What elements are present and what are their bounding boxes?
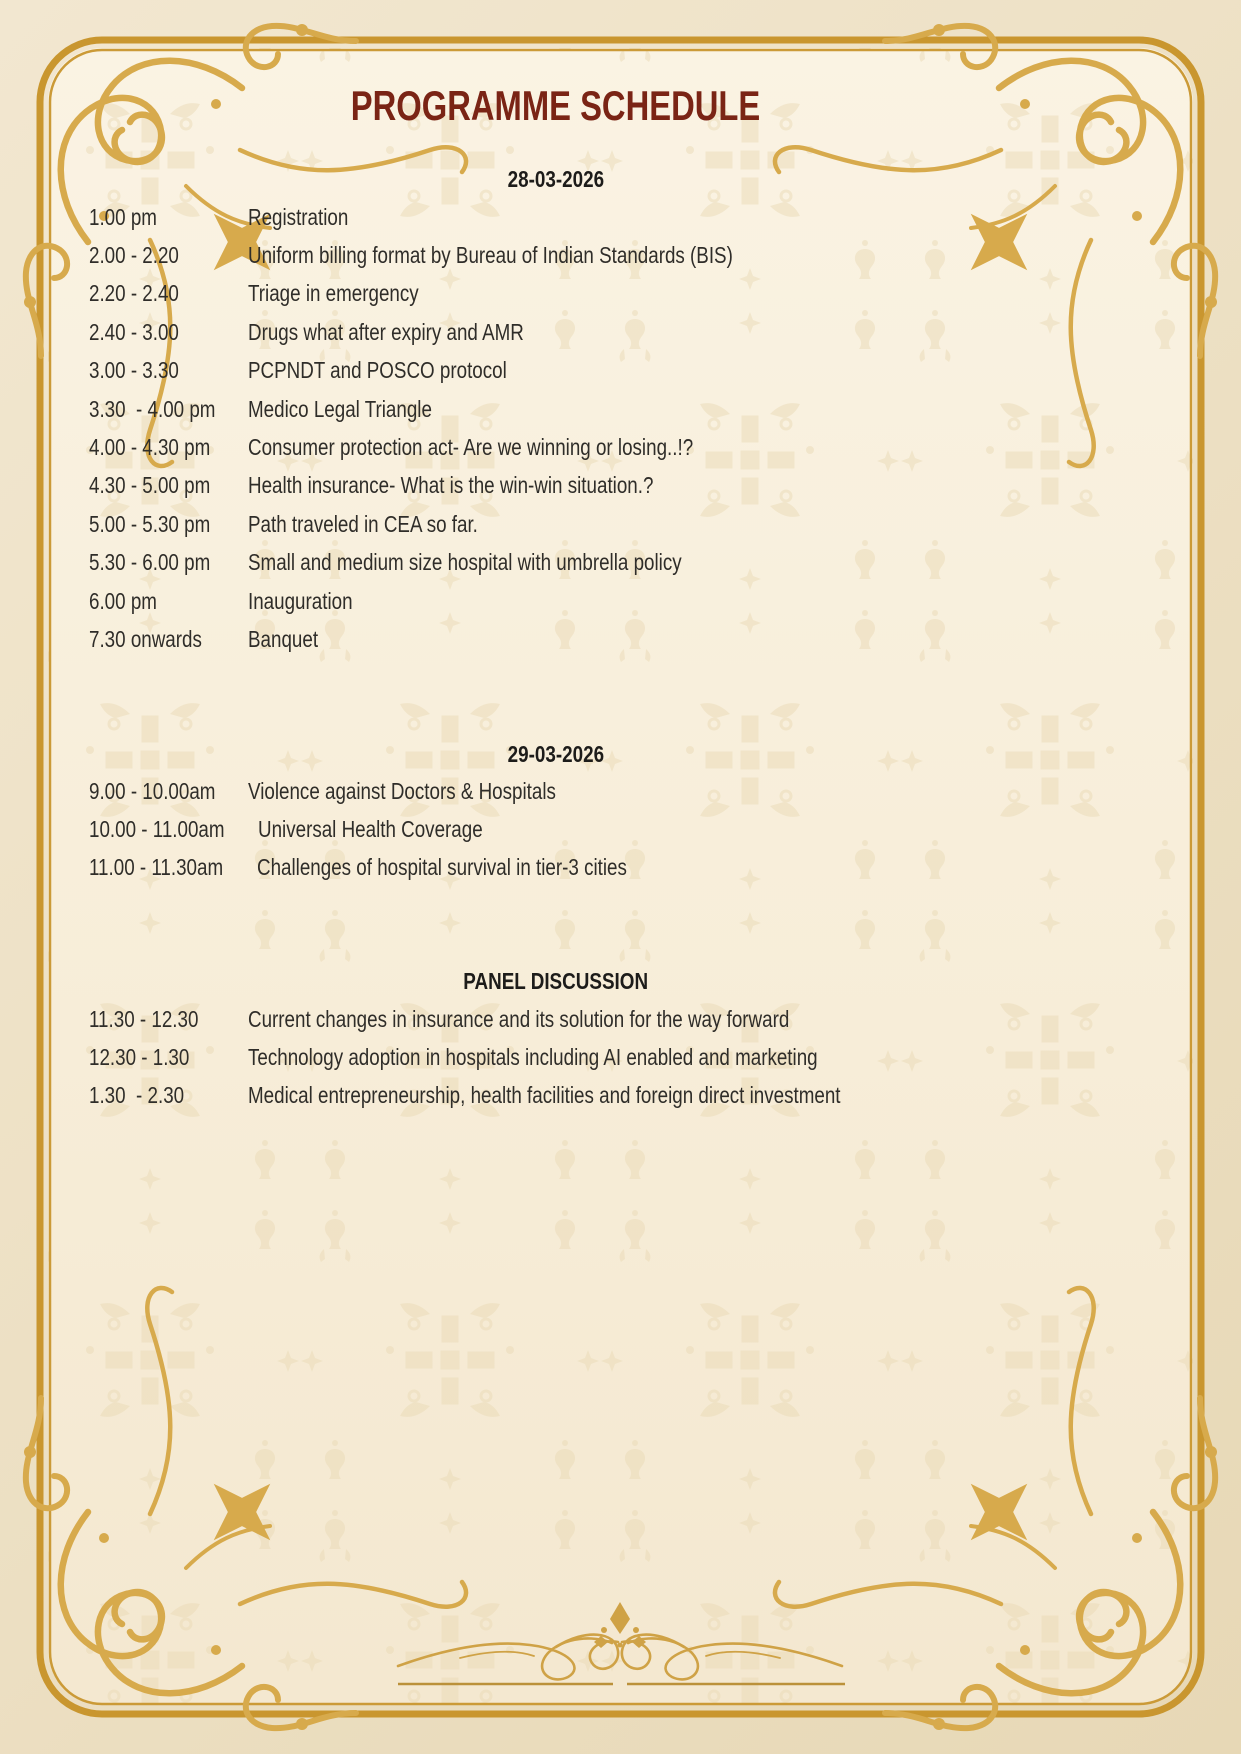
row-topic (248, 1006, 1221, 1033)
row-topic-text: Inauguration (248, 587, 353, 614)
row-topic-text: PCPNDT and POSCO protocol (248, 357, 507, 384)
row-topic (248, 242, 1221, 269)
row-topic (248, 357, 1221, 384)
row-time (89, 588, 248, 615)
row-time (89, 511, 248, 538)
schedule-row (89, 810, 1221, 848)
row-time (89, 854, 257, 881)
row-time-text: 11.00 - 11.30am (89, 854, 224, 881)
row-time-text: 3.00 - 3.30 (89, 357, 179, 384)
row-time (89, 280, 248, 307)
row-topic (258, 816, 1221, 843)
schedule-row (89, 275, 1221, 313)
schedule-row (89, 198, 1221, 236)
row-topic (248, 1082, 1221, 1109)
schedule-row (89, 467, 1221, 505)
row-topic (248, 472, 1221, 499)
schedule-row (89, 544, 1221, 582)
row-topic (248, 549, 1221, 576)
row-topic (248, 778, 1221, 805)
row-time-text: 11.30 - 12.30 (89, 1005, 199, 1032)
row-time (89, 204, 248, 231)
row-topic-text: Banquet (248, 625, 319, 652)
row-time (89, 1044, 248, 1071)
row-topic-text: Triage in emergency (248, 280, 419, 307)
panel-discussion-text: PANEL DISCUSSION (463, 968, 649, 994)
row-time-text: 4.00 - 4.30 pm (89, 434, 211, 461)
row-time (89, 1006, 248, 1033)
row-topic-text: Universal Health Coverage (258, 816, 484, 843)
row-time-text: 9.00 - 10.00am (89, 777, 216, 804)
row-time-text: 5.30 - 6.00 pm (89, 549, 211, 576)
row-time (89, 396, 248, 423)
row-topic-text: Uniform billing format by Bureau of Indian Standards (BIS) (248, 242, 733, 269)
row-time-text: 2.40 - 3.00 (89, 318, 179, 345)
row-topic-text: Health insurance- What is the win-win situation.? (248, 472, 654, 499)
schedule-row (89, 582, 1221, 620)
row-time-text: 2.00 - 2.20 (89, 242, 179, 269)
day1-schedule-list (89, 198, 1221, 659)
row-topic (248, 626, 1221, 653)
day2-schedule-list (89, 772, 1221, 887)
row-time-text: 6.00 pm (89, 587, 157, 614)
panel-discussion-heading (0, 968, 1112, 995)
schedule-row (89, 352, 1221, 390)
row-time (89, 434, 248, 461)
row-topic (248, 396, 1221, 423)
day1-date-heading (0, 166, 1112, 193)
row-topic (248, 204, 1221, 231)
row-topic-text: Technology adoption in hospitals including AI enabled and marketing (248, 1044, 818, 1071)
row-topic-text: Path traveled in CEA so far. (248, 510, 478, 537)
row-topic-text: Drugs what after expiry and AMR (248, 318, 524, 345)
row-time-text: 5.00 - 5.30 pm (89, 510, 211, 537)
row-time-text: 3.30 - 4.00 pm (89, 395, 216, 422)
day2-date-text: 29-03-2026 (507, 741, 605, 767)
row-time (89, 549, 248, 576)
panel-schedule-list (89, 1000, 1221, 1115)
schedule-row (89, 620, 1221, 658)
page-title-text: PROGRAMME SCHEDULE (350, 82, 761, 129)
schedule-row (89, 1000, 1221, 1038)
row-time (89, 816, 258, 843)
schedule-row (89, 1077, 1221, 1115)
row-topic-text: Current changes in insurance and its solution for the way forward (248, 1005, 790, 1032)
row-topic (248, 1044, 1221, 1071)
schedule-row (89, 313, 1221, 351)
row-time-text: 12.30 - 1.30 (89, 1044, 190, 1071)
schedule-row (89, 772, 1221, 810)
day2-date-heading (0, 741, 1112, 768)
row-topic-text: Consumer protection act- Are we winning or losing..!? (248, 434, 694, 461)
schedule-row (89, 1038, 1221, 1076)
row-topic (248, 319, 1221, 346)
row-topic (248, 280, 1221, 307)
row-time (89, 626, 248, 653)
row-time-text: 1.00 pm (89, 203, 157, 230)
row-time (89, 319, 248, 346)
row-topic-text: Medico Legal Triangle (248, 395, 432, 422)
row-time-text: 4.30 - 5.00 pm (89, 472, 211, 499)
row-time (89, 1082, 248, 1109)
row-time-text: 2.20 - 2.40 (89, 280, 179, 307)
row-time-text: 1.30 - 2.30 (89, 1082, 185, 1109)
schedule-row (89, 505, 1221, 543)
row-topic-text: Medical entrepreneurship, health facilities and foreign direct investment (248, 1082, 841, 1109)
row-topic-text: Registration (248, 203, 349, 230)
row-topic-text: Violence against Doctors & Hospitals (248, 777, 556, 804)
day1-date-text: 28-03-2026 (507, 166, 605, 192)
schedule-row (89, 428, 1221, 466)
row-topic (248, 434, 1221, 461)
row-topic (257, 854, 1221, 881)
schedule-row (89, 236, 1221, 274)
row-time-text: 10.00 - 11.00am (89, 816, 225, 843)
row-topic-text: Small and medium size hospital with umbrella policy (248, 549, 682, 576)
row-time-text: 7.30 onwards (89, 625, 202, 652)
row-topic (248, 588, 1221, 615)
row-time (89, 472, 248, 499)
row-topic (248, 511, 1221, 538)
page-title (0, 82, 1111, 130)
schedule-row (89, 390, 1221, 428)
row-time (89, 242, 248, 269)
row-time (89, 357, 248, 384)
row-topic-text: Challenges of hospital survival in tier-3 cities (256, 854, 627, 881)
row-time (89, 778, 248, 805)
schedule-row (89, 849, 1221, 887)
